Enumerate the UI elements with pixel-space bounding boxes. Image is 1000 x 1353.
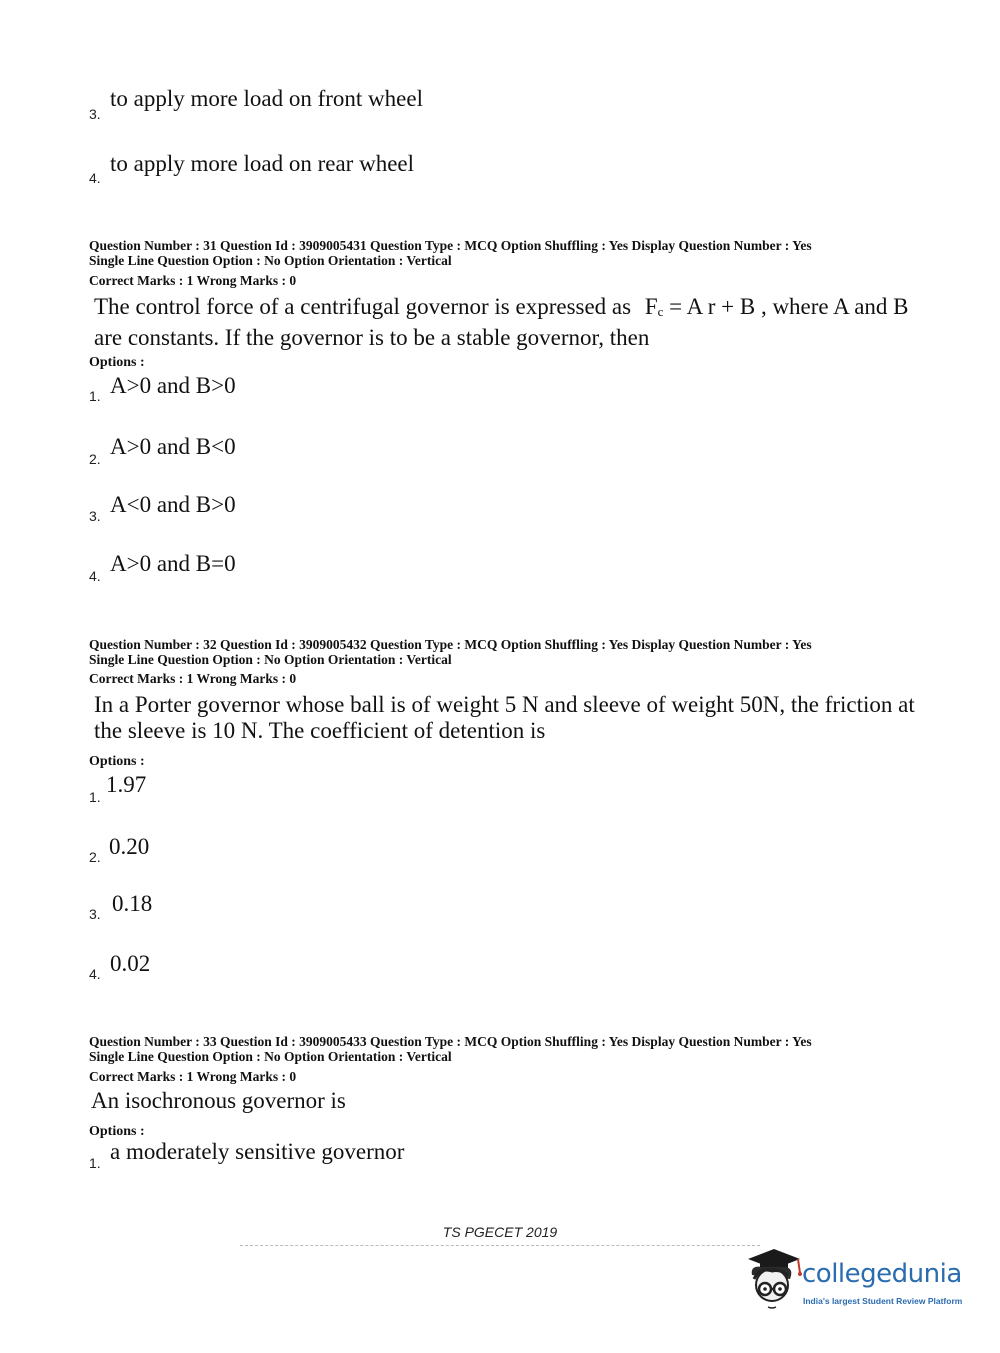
options-label: Options : — [89, 1124, 145, 1139]
question-marks: Correct Marks : 1 Wrong Marks : 0 — [89, 1069, 297, 1084]
option-number: 1. — [89, 1155, 101, 1171]
option-text: a moderately sensitive governor — [110, 1139, 405, 1164]
logo-tagline: India's largest Student Review Platform — [803, 1296, 963, 1306]
question-text — [94, 692, 915, 744]
option-text: A>0 and B>0 — [110, 373, 236, 398]
question-text-line: the sleeve is 10 N. The coefficient of detention is — [94, 718, 546, 743]
question-meta-line: Question Number : 31 Question Id : 3909005431 Question Type : MCQ Option Shuffling : Yes Display Question Number : Yes — [89, 238, 812, 253]
option-text: 0.20 — [109, 834, 150, 859]
option-text: A>0 and B=0 — [110, 551, 236, 576]
question-text-line: are constants. If the governor is to be a stable governor, then — [94, 325, 650, 350]
option-text: A>0 and B<0 — [110, 434, 236, 459]
question-meta — [89, 1034, 812, 1064]
option-text: A<0 and B>0 — [110, 492, 236, 517]
option-number: 3. — [89, 106, 101, 122]
question-options-meta: Single Line Question Option : No Option Orientation : Vertical — [89, 1049, 452, 1064]
question-marks: Correct Marks : 1 Wrong Marks : 0 — [89, 273, 297, 288]
question-options-meta: Single Line Question Option : No Option Orientation : Vertical — [89, 652, 452, 667]
question-meta — [89, 637, 812, 667]
option-text: to apply more load on front wheel — [110, 86, 423, 111]
option-number: 1. — [89, 388, 101, 404]
logo-wordmark: collegedunia — [802, 1259, 962, 1289]
question-marks: Correct Marks : 1 Wrong Marks : 0 — [89, 671, 297, 686]
option-number: 2. — [89, 849, 101, 865]
option-number: 2. — [89, 451, 101, 467]
question-text-line: The control force of a centrifugal governor is expressed as Fc = A r + B , where A and B — [94, 294, 909, 319]
option-text: to apply more load on rear wheel — [110, 151, 414, 176]
mascot-icon — [740, 1245, 804, 1317]
option-number: 4. — [89, 966, 101, 982]
question-meta-line: Question Number : 32 Question Id : 3909005432 Question Type : MCQ Option Shuffling : Yes Display Question Number : Yes — [89, 637, 812, 652]
question-text — [91, 1088, 346, 1114]
option-number: 4. — [89, 568, 101, 584]
option-number: 3. — [89, 906, 101, 922]
option-text: 0.02 — [110, 951, 151, 976]
option-number: 1. — [89, 789, 101, 805]
question-text — [94, 294, 909, 351]
footer-divider — [240, 1245, 760, 1247]
question-options-meta: Single Line Question Option : No Option Orientation : Vertical — [89, 253, 452, 268]
formula: Fc = A r + B — [644, 294, 756, 319]
option-number: 3. — [89, 508, 101, 524]
question-meta — [89, 238, 812, 268]
options-label: Options : — [89, 754, 145, 769]
question-text-line: In a Porter governor whose ball is of weight 5 N and sleeve of weight 50N, the friction at — [94, 692, 915, 717]
option-text: 0.18 — [112, 891, 153, 916]
question-text-line: An isochronous governor is — [91, 1088, 346, 1113]
options-label: Options : — [89, 355, 145, 370]
collegedunia-logo — [740, 1245, 970, 1317]
question-meta-line: Question Number : 33 Question Id : 3909005433 Question Type : MCQ Option Shuffling : Yes Display Question Number : Yes — [89, 1034, 812, 1049]
option-text: 1.97 — [106, 772, 147, 797]
option-number: 4. — [89, 170, 101, 186]
exam-footer: TS PGECET 2019 — [442, 1224, 558, 1240]
